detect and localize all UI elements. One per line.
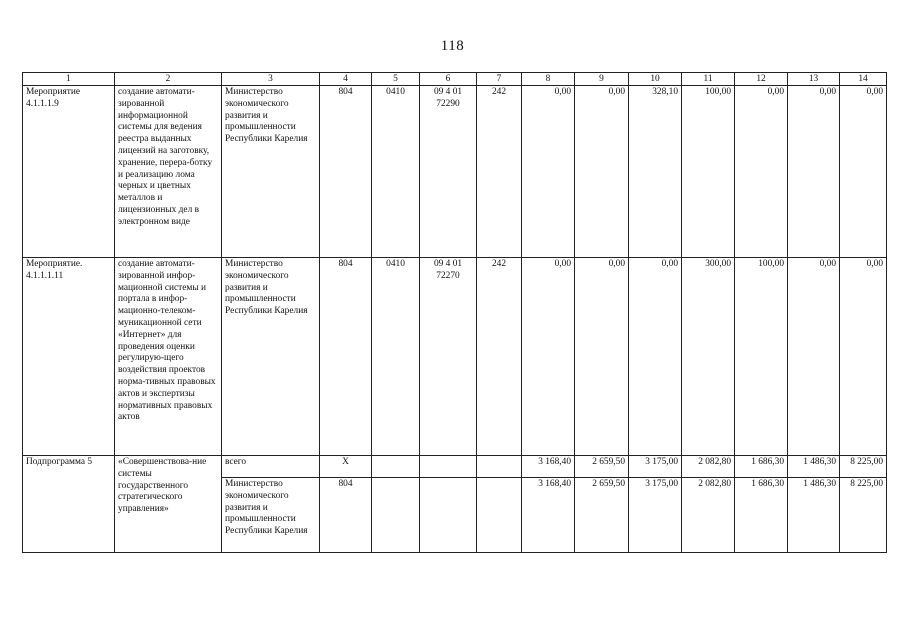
value-cell: 0,00	[840, 86, 887, 258]
csr-cell: 09 4 01 72270	[420, 258, 477, 456]
column-header: 13	[788, 73, 840, 86]
value-cell: 3 175,00	[629, 456, 682, 478]
value-cell: 0,00	[522, 258, 575, 456]
value-cell: 3 168,40	[522, 456, 575, 478]
csr-cell	[420, 456, 477, 478]
value-cell: 1 486,30	[788, 478, 840, 553]
value-cell: 2 082,80	[682, 478, 735, 553]
grbs-cell: 804	[320, 86, 372, 258]
executor-cell: Министерство экономического развития и промышленности Республики Карелия	[222, 86, 320, 258]
rzpr-cell: 0410	[372, 86, 420, 258]
column-header: 7	[477, 73, 522, 86]
subprogram-cell: Подпрограмма 5	[23, 456, 115, 553]
value-cell: 8 225,00	[840, 478, 887, 553]
value-cell: 0,00	[575, 258, 629, 456]
value-cell: 328,10	[629, 86, 682, 258]
page-number: 118	[440, 38, 465, 54]
column-header: 11	[682, 73, 735, 86]
rzpr-cell: 0410	[372, 258, 420, 456]
value-cell: 0,00	[575, 86, 629, 258]
total-label-cell: всего	[222, 456, 320, 478]
value-cell: 0,00	[788, 258, 840, 456]
column-header: 8	[522, 73, 575, 86]
vr-cell	[477, 478, 522, 553]
value-cell: 2 659,50	[575, 478, 629, 553]
column-header: 12	[735, 73, 788, 86]
table-row	[23, 86, 887, 258]
value-cell: 3 168,40	[522, 478, 575, 553]
column-header: 1	[23, 73, 115, 86]
column-header: 5	[372, 73, 420, 86]
rzpr-cell	[372, 478, 420, 553]
grbs-cell: 804	[320, 478, 372, 553]
description-cell: создание автомати-зированной инфор-мационной системы и портала в инфор-мационно-телеком-муникационной сети «Интернет» для проведения оценки регулирую-щего воздействия проектов норма-тивных правовых актов и экспертизы нормативных правовых актов	[115, 258, 222, 456]
measure-cell: Мероприятие. 4.1.1.1.11	[23, 258, 115, 456]
column-header: 10	[629, 73, 682, 86]
csr-cell: 09 4 01 72290	[420, 86, 477, 258]
column-header: 3	[222, 73, 320, 86]
value-cell: 2 659,50	[575, 456, 629, 478]
value-cell: 1 686,30	[735, 478, 788, 553]
value-cell: 100,00	[735, 258, 788, 456]
table-row	[23, 258, 887, 456]
rzpr-cell	[372, 456, 420, 478]
vr-cell: 242	[477, 86, 522, 258]
executor-cell: Министерство экономического развития и промышленности Республики Карелия	[222, 478, 320, 553]
description-cell: создание автомати-зированной информационной системы для ведения реестра выданных лицензий на заготовку, хранение, перера-ботку и реализацию лома черных и цветных металлов и лицензионных дел в электронном виде	[115, 86, 222, 258]
vr-cell	[477, 456, 522, 478]
value-cell: 3 175,00	[629, 478, 682, 553]
value-cell: 0,00	[629, 258, 682, 456]
budget-table	[22, 72, 887, 553]
measure-cell: Мероприятие 4.1.1.1.9	[23, 86, 115, 258]
subprogram-description-cell: «Совершенствова-ние системы государственного стратегического управления»	[115, 456, 222, 553]
column-header: 2	[115, 73, 222, 86]
csr-cell	[420, 478, 477, 553]
value-cell: 1 686,30	[735, 456, 788, 478]
column-header: 14	[840, 73, 887, 86]
value-cell: 0,00	[840, 258, 887, 456]
value-cell: 0,00	[735, 86, 788, 258]
value-cell: 300,00	[682, 258, 735, 456]
column-number-row	[23, 73, 887, 86]
value-cell: 0,00	[788, 86, 840, 258]
grbs-cell: Х	[320, 456, 372, 478]
column-header: 9	[575, 73, 629, 86]
value-cell: 100,00	[682, 86, 735, 258]
value-cell: 8 225,00	[840, 456, 887, 478]
subprogram-total-row	[23, 456, 887, 478]
executor-cell: Министерство экономического развития и промышленности Республики Карелия	[222, 258, 320, 456]
column-header: 6	[420, 73, 477, 86]
vr-cell: 242	[477, 258, 522, 456]
value-cell: 0,00	[522, 86, 575, 258]
column-header: 4	[320, 73, 372, 86]
value-cell: 2 082,80	[682, 456, 735, 478]
value-cell: 1 486,30	[788, 456, 840, 478]
grbs-cell: 804	[320, 258, 372, 456]
